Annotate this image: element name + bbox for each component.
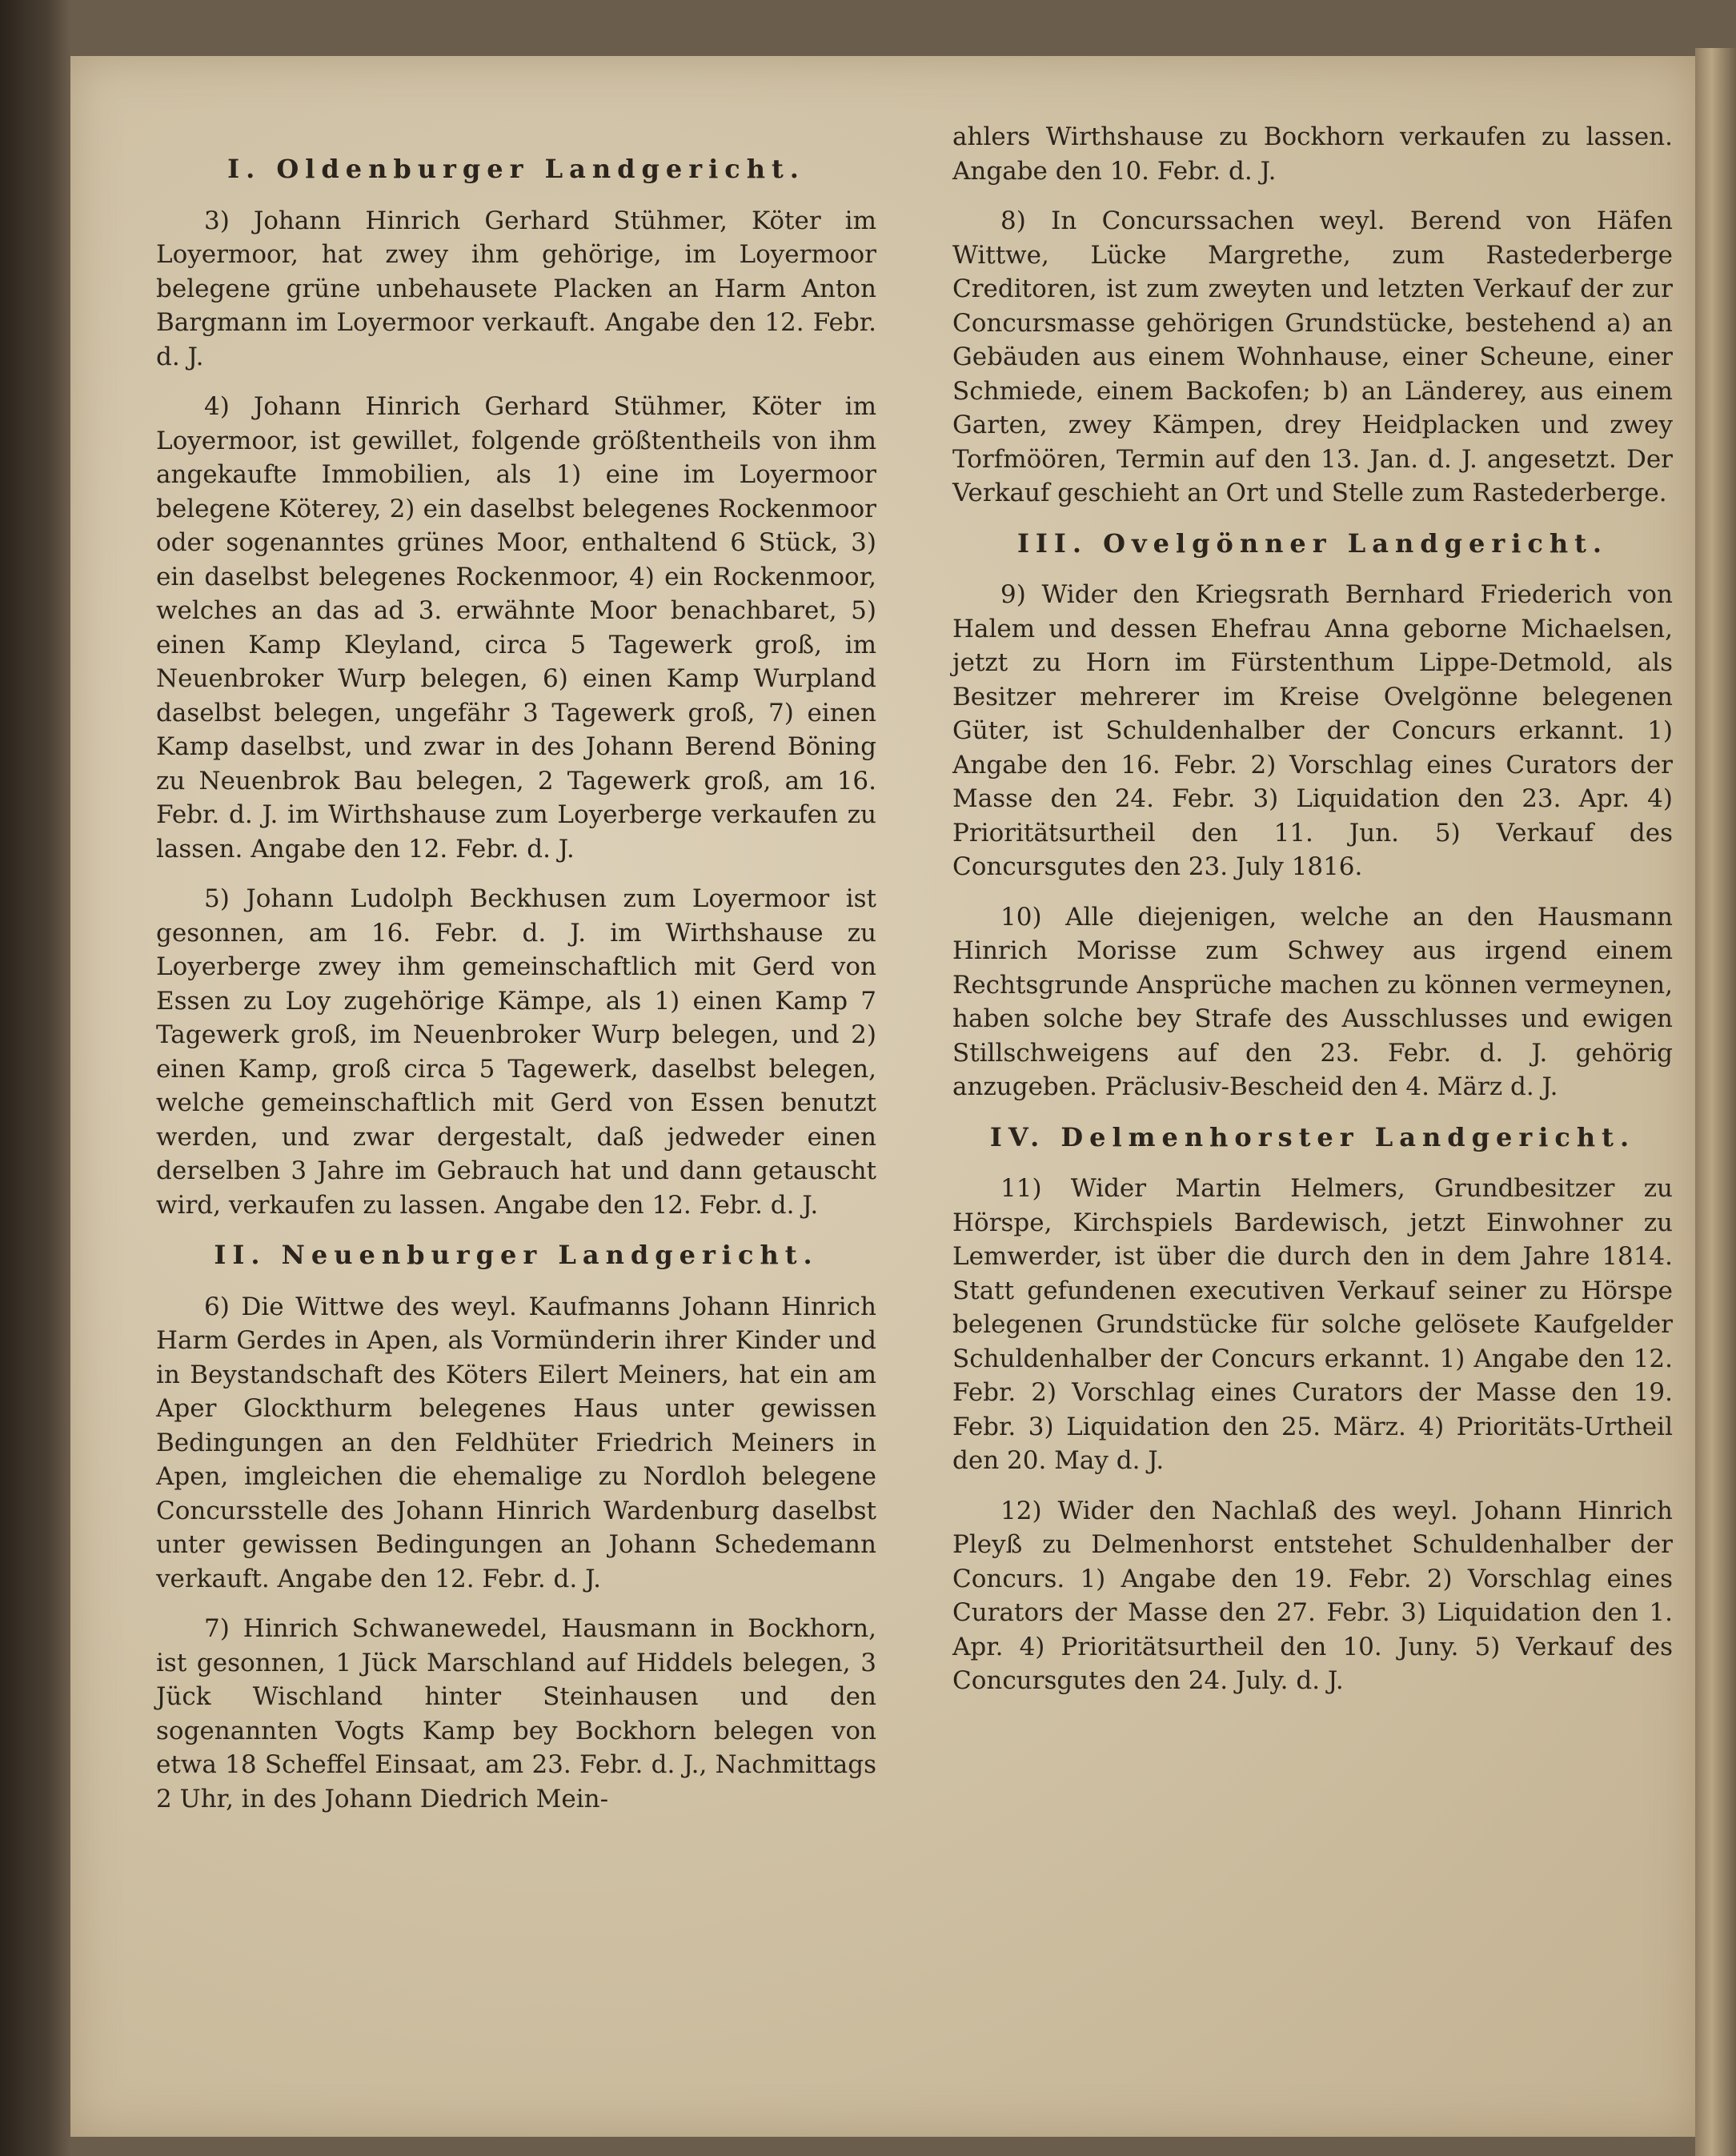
notice-5: 5) Johann Ludolph Beckhusen zum Loyermoor ist gesonnen, am 16. Febr. d. J. im Wirthshause zu Loyerberge zwey ihm gemeinschaftlich mit Gerd von Essen zu Loy zugehörige Kämpe, als 1) einen Kamp 7 Tagewerk groß, im Neuenbroker Wurp belegen, und 2) einen Kamp, groß circa 5 Tagewerk, daselbst belegen, welche gemeinschaftlich mit Gerd von Essen benutzt werden, und zwar dergestalt, daß jedweder einen derselben 3 Jahre im Gebrauch hat und dann getauscht wird, verkaufen zu lassen. Angabe den 12. Febr. d. J. <box>156 884 876 1220</box>
notice-10: 10) Alle diejenigen, welche an den Hausmann Hinrich Morisse zum Schwey aus irgend einem Rechtsgrunde Ansprüche machen zu können vermeynen, haben solche bey Strafe des Ausschlusses und ewigen Stillschweigens auf den 23. Febr. d. J. gehörig anzugeben. Präclusiv-Bescheid den 4. März d. J. <box>952 902 1673 1101</box>
next-page-edge <box>1695 48 1736 2156</box>
heading-delmenhorster-landgericht: IV. Delmenhorster Landgericht. <box>989 1121 1636 1152</box>
left-column <box>156 120 876 1832</box>
notice-8: 8) In Concurssachen weyl. Berend von Häfen Wittwe, Lücke Margrethe, zum Rastederberge Creditoren, ist zum zweyten und letzten Verkauf der zur Concursmasse gehörigen Grundstücke, bestehend a) an Gebäuden aus einem Wohnhause, einer Scheune, einer Schmiede, einem Backofen; b) an Länderey, aus einem Garten, zwey Kämpen, drey Heidplacken und zwey Torfmöören, Termin auf den 13. Jan. d. J. angesetzt. Der Verkauf geschieht an Ort und Stelle zum Rastederberge. <box>952 206 1673 507</box>
notice-4: 4) Johann Hinrich Gerhard Stühmer, Köter im Loyermoor, ist gewillet, folgende größtentheils von ihm angekaufte Immobilien, als 1) eine im Loyermoor belegene Köterey, 2) ein daselbst belegenes Rockenmoor oder sogenanntes grünes Moor, enthaltend 6 Stück, 3) ein daselbst belegenes Rockenmoor, 4) ein Rockenmoor, welches an das ad 3. erwähnte Moor benachbaret, 5) einen Kamp Kleyland, circa 5 Tagewerk groß, im Neuenbroker Wurp belegen, 6) einen Kamp Wurpland daselbst belegen, ungefähr 3 Tagewerk groß, 7) einen Kamp daselbst, und zwar in des Johann Berend Böning zu Neuenbrok Bau belegen, 2 Tagewerk groß, am 16. Febr. d. J. im Wirthshause zum Loyerberge verkaufen zu lassen. Angabe den 12. Febr. d. J. <box>156 392 876 864</box>
heading-ovelgoenner-landgericht: III. Ovelgönner Landgericht. <box>1016 527 1609 559</box>
heading-neuenburger-landgericht: II. Neuenburger Landgericht. <box>214 1240 819 1270</box>
notice-3: 3) Johann Hinrich Gerhard Stühmer, Köter im Loyermoor, hat zwey ihm gehörige, im Loyermoor belegene grüne unbehausete Placken an Harm Anton Bargmann im Loyermoor verkauft. Angabe den 12. Febr. d. J. <box>156 206 876 371</box>
notice-9: 9) Wider den Kriegsrath Bernhard Friederich von Halem und dessen Ehefrau Anna geborne Michaelsen, jetzt zu Horn im Fürstenthum Lippe-Detmold, als Besitzer mehrerer im Kreise Ovelgönne belegenen Güter, ist Schuldenhalber der Concurs erkannt. 1) Angabe den 16. Febr. 2) Vorschlag eines Curators der Masse den 24. Febr. 3) Liquidation den 23. Apr. 4) Prioritätsurtheil den 11. Jun. 5) Verkauf des Concursgutes den 23. July 1816. <box>952 580 1673 881</box>
notice-7-continued: ahlers Wirthshause zu Bockhorn verkaufen zu lassen. Angabe den 10. Febr. d. J. <box>952 122 1673 186</box>
notice-11: 11) Wider Martin Helmers, Grundbesitzer zu Hörspe, Kirchspiels Bardewisch, jetzt Einwohner zu Lemwerder, ist über die durch den in dem Jahre 1814. Statt gefundenen executiven Verkauf seiner zu Hörspe belegenen Grundstücke für solche gelösete Kaufgelder Schuldenhalber der Concurs erkannt. 1) Angabe den 12. Febr. 2) Vorschlag eines Curators der Masse den 19. Febr. 3) Liquidation den 25. März. 4) Prioritäts-Urtheil den 20. May d. J. <box>952 1174 1673 1475</box>
right-column <box>952 120 1673 1714</box>
heading-oldenburger-landgericht: I. Oldenburger Landgericht. <box>227 154 805 184</box>
notice-7: 7) Hinrich Schwanewedel, Hausmann in Bockhorn, ist gesonnen, 1 Jück Marschland auf Hiddels belegen, 3 Jück Wischland hinter Steinhausen und den sogenannten Vogts Kamp bey Bockhorn belegen von etwa 18 Scheffel Einsaat, am 23. Febr. d. J., Nachmittags 2 Uhr, in des Johann Diedrich Mein- <box>156 1614 876 1813</box>
notice-6: 6) Die Wittwe des weyl. Kaufmanns Johann Hinrich Harm Gerdes in Apen, als Vormünderin ihrer Kinder und in Beystandschaft des Köters Eilert Meiners, hat ein am Aper Glockthurm belegenes Haus unter gewissen Bedingungen an den Feldhüter Friedrich Meiners in Apen, imgleichen die ehemalige zu Nordloh belegene Concursstelle des Johann Hinrich Wardenburg daselbst unter gewissen Bedingungen an Johann Schedemann verkauft. Angabe den 12. Febr. d. J. <box>156 1292 876 1593</box>
notice-12: 12) Wider den Nachlaß des weyl. Johann Hinrich Pleyß zu Delmenhorst entstehet Schuldenhalber der Concurs. 1) Angabe den 19. Febr. 2) Vorschlag eines Curators der Masse den 27. Febr. 3) Liquidation den 1. Apr. 4) Prioritätsurtheil den 10. Juny. 5) Verkauf des Concursgutes den 24. July. d. J. <box>952 1496 1673 1695</box>
